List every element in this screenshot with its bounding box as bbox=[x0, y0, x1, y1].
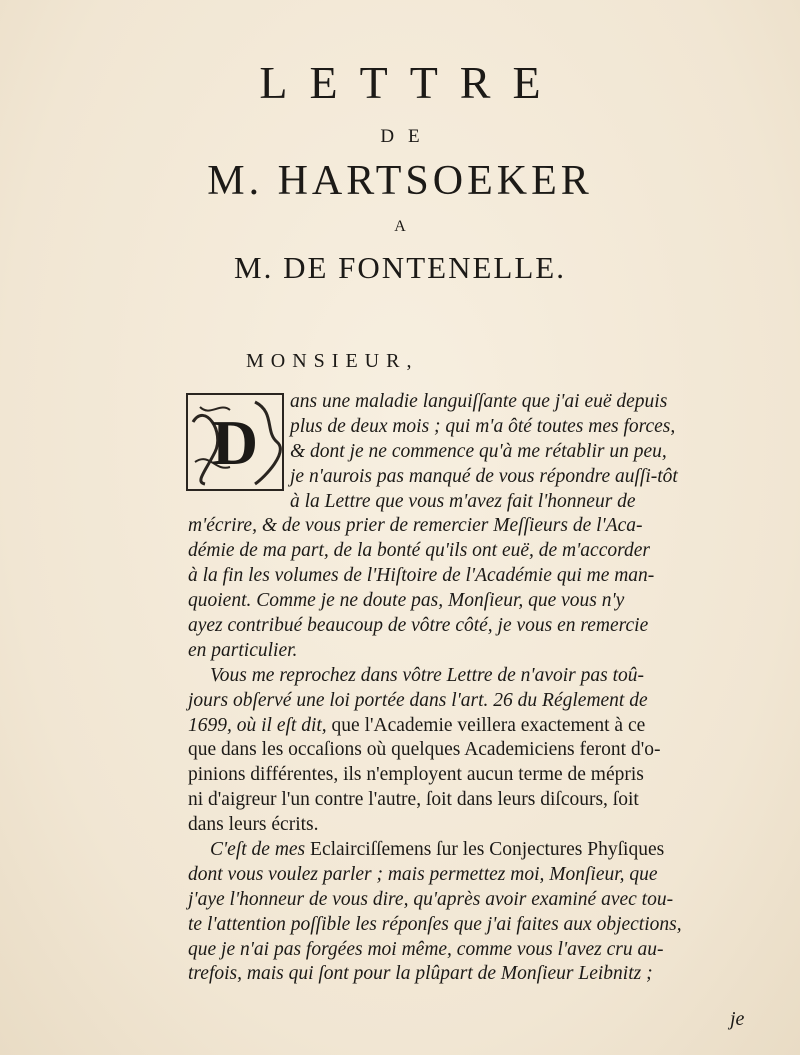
text-line bbox=[188, 714, 748, 739]
text-line: à la fin les volumes de l'Hiſtoire de l'Académie qui me man- bbox=[188, 565, 655, 587]
text-line: te l'attention poſſible les réponſes que j'ai faites aux objections, bbox=[188, 913, 682, 935]
text-line: trefois, mais qui ſont pour la plûpart de Monſieur Leibnitz ; bbox=[188, 963, 653, 985]
text-line: pinions différentes, ils n'employent aucun terme de mépris bbox=[188, 764, 644, 786]
text-span: que l'Academie veillera exactement à ce bbox=[326, 714, 646, 736]
text-line: ans une maladie languiſſante que j'ai euë depuis bbox=[290, 391, 668, 412]
letter-body bbox=[188, 390, 748, 987]
text-span: C'eſt de mes bbox=[210, 839, 306, 861]
title-lettre: LETTRE bbox=[259, 57, 563, 108]
dropcap-letter: D bbox=[211, 407, 259, 478]
title-recipient: M. DE FONTENELLE. bbox=[234, 250, 566, 285]
text-line: quoient. Comme je ne doute pas, Monſieur, que vous n'y bbox=[188, 590, 625, 612]
text-line: je n'aurois pas manqué de vous répondre auſſi-tôt bbox=[290, 465, 678, 487]
title-a: A bbox=[394, 218, 406, 235]
text-line: jours obſervé une loi portée dans l'art. 26 du Réglement de bbox=[188, 689, 648, 711]
text-line: m'écrire, & de vous prier de remercier Meſſieurs de l'Aca- bbox=[188, 515, 643, 537]
salutation: MONSIEUR, bbox=[246, 350, 419, 372]
text-line: dont vous voulez parler ; mais permettez moi, Monſieur, que bbox=[188, 863, 658, 885]
text-line: que dans les occaſions où quelques Academiciens feront d'o- bbox=[188, 739, 661, 761]
text-line: que je n'ai pas forgées moi même, comme vous l'avez cru au- bbox=[188, 938, 664, 960]
title-de: DE bbox=[380, 126, 434, 147]
text-line: à la Lettre que vous m'avez fait l'honneur de bbox=[290, 490, 636, 512]
text-line: ayez contribué beaucoup de vôtre côté, je vous en remercie bbox=[188, 615, 649, 637]
text-span: 1699, où il eſt dit, bbox=[188, 714, 327, 736]
text-span: Eclairciſſemens ſur les Conjectures Phyſiques bbox=[305, 839, 665, 861]
text-line: plus de deux mois ; qui m'a ôté toutes mes forces, bbox=[290, 415, 676, 437]
text-line: en particulier. bbox=[188, 639, 298, 661]
text-line: démie de ma part, de la bonté qu'ils ont euë, de m'accorder bbox=[188, 540, 650, 562]
text-line bbox=[188, 838, 748, 863]
text-line: dans leurs écrits. bbox=[188, 814, 319, 836]
text-line: j'aye l'honneur de vous dire, qu'après avoir examiné avec tou- bbox=[188, 888, 674, 910]
text-line: & dont je ne commence qu'à me rétablir un peu, bbox=[290, 440, 667, 462]
title-author: M. HARTSOEKER bbox=[207, 158, 593, 204]
text-line: Vous me reprochez dans vôtre Lettre de n'avoir pas toû- bbox=[210, 664, 645, 686]
catchword: je bbox=[730, 1008, 745, 1030]
text-line: ni d'aigreur l'un contre l'autre, ſoit dans leurs diſcours, ſoit bbox=[188, 789, 639, 811]
title-block bbox=[0, 58, 800, 286]
